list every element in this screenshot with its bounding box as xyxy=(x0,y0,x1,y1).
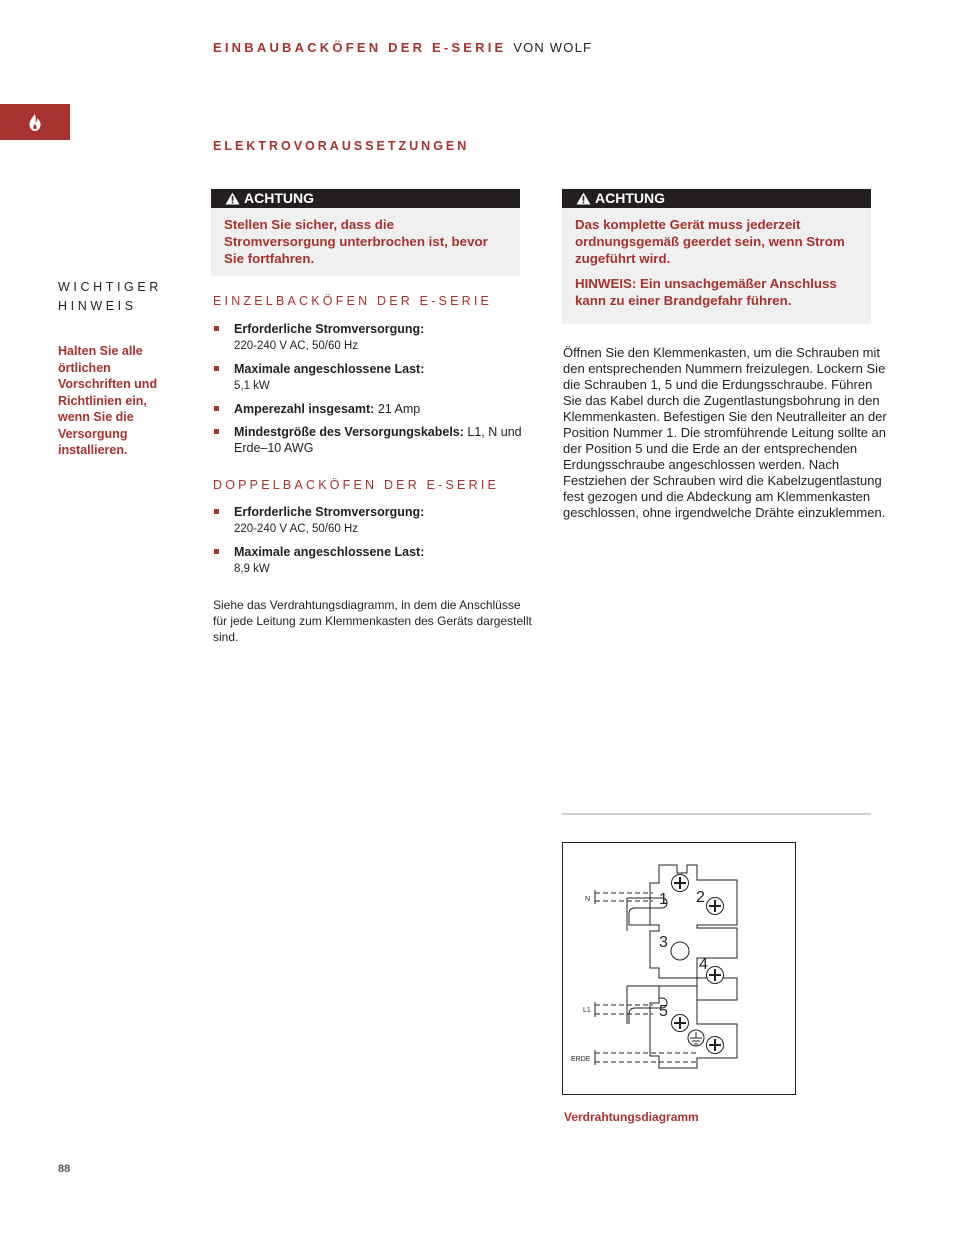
heading-line: WICHTIGER xyxy=(58,280,162,294)
terminal-number-3: 3 xyxy=(659,934,668,951)
warning-text xyxy=(562,208,871,327)
spec-item xyxy=(213,424,533,456)
terminal-number-5: 5 xyxy=(659,1003,668,1020)
double-ovens-heading: DOPPELBACKÖFEN DER E-SERIE xyxy=(213,478,500,492)
spec-label: Mindestgröße des Versorgungskabels: xyxy=(234,425,464,439)
wiring-diagram xyxy=(562,842,796,1095)
warning-label: ACHTUNG xyxy=(595,190,665,206)
divider xyxy=(562,813,871,815)
warning-paragraph: Stellen Sie sicher, dass die Stromversorgung unterbrochen ist, bevor Sie fortfahren. xyxy=(224,217,488,266)
spec-value: L1, N und Erde–10 AWG xyxy=(234,425,522,455)
terminal-number-2: 2 xyxy=(696,889,705,906)
spec-label: Maximale angeschlossene Last: xyxy=(234,362,425,376)
spec-value: 220-240 V AC, 50/60 Hz xyxy=(234,523,359,535)
terminal-hole xyxy=(671,942,689,960)
spec-value: 21 Amp xyxy=(377,402,421,416)
wire-label-n: N xyxy=(585,896,591,903)
wire-label-ground: ERDE xyxy=(571,1056,591,1063)
diagram-caption: Verdrahtungsdiagramm xyxy=(564,1110,699,1124)
spec-label: Erforderliche Stromversorgung: xyxy=(234,505,425,519)
warning-text xyxy=(211,208,520,285)
important-note-text: Halten Sie alle örtlichen Vorschriften und Richtlinien ein, wenn Sie die Versorgung installieren. xyxy=(58,344,158,457)
wiring-diagram-drawing xyxy=(563,843,795,1094)
running-header xyxy=(213,40,592,55)
single-ovens-heading: EINZELBACKÖFEN DER E-SERIE xyxy=(213,294,493,308)
screw-icon xyxy=(707,1037,724,1054)
single-ovens-specs xyxy=(213,321,533,463)
warning-paragraph: HINWEIS: Ein unsachgemäßer Anschluss kann zu einer Brandgefahr führen. xyxy=(575,276,837,308)
double-ovens-specs xyxy=(213,504,533,584)
heading-line: HINWEIS xyxy=(58,299,137,313)
screw-icon xyxy=(707,967,724,984)
spec-item xyxy=(213,504,533,537)
screw-icon xyxy=(672,1015,689,1032)
warning-label: ACHTUNG xyxy=(244,190,314,206)
warning-bar xyxy=(562,189,871,208)
ground-screw-icon xyxy=(688,1030,704,1046)
page-number: 88 xyxy=(58,1163,71,1175)
warning-bar xyxy=(211,189,520,208)
spec-value: 5,1 kW xyxy=(234,380,270,392)
header-title-bold: EINBAUBACKÖFEN DER E-SERIE xyxy=(213,40,507,55)
flame-icon xyxy=(0,104,70,140)
spec-label: Maximale angeschlossene Last: xyxy=(234,545,425,559)
section-tab xyxy=(0,104,70,140)
spec-value: 8,9 kW xyxy=(234,563,270,575)
spec-item xyxy=(213,361,533,394)
wire-label-l1: L1 xyxy=(583,1007,591,1014)
terminal-number-1: 1 xyxy=(659,891,668,908)
terminal-number-4: 4 xyxy=(699,956,708,973)
warning-triangle-icon xyxy=(576,192,591,205)
spec-value: 220-240 V AC, 50/60 Hz xyxy=(234,340,359,352)
important-note-heading xyxy=(58,278,162,316)
spec-item xyxy=(213,544,533,577)
section-title: ELEKTROVORAUSSETZUNGEN xyxy=(213,139,470,153)
warning-paragraph: Das komplette Gerät muss jederzeit ordnungsgemäß geerdet sein, wenn Strom zugeführt wird. xyxy=(575,217,845,266)
warning-box-left xyxy=(211,189,520,276)
installation-instructions: Öffnen Sie den Klemmenkasten, um die Schrauben mit den entsprechenden Nummern freizulegen. Lockern Sie die Schrauben 1, 5 und die Erdungsschraube. Führen Sie das Kabel durch die Zugentlastungsbohrung in den Klemmenkasten. Befestigen Sie den Neutralleiter an der Position Nummer 1. Die stromführende Leitung sollte an der Position 5 und die Erde an der entsprechenden Erdungsschraube angeschlossen werden. Nach Festziehen der Schrauben wird die Kabelzugentlastung fest gezogen und die Abdeckung am Klemmenkasten geschlossen, ohne irgendwelche Drähte einzuklemmen. xyxy=(563,345,887,520)
screw-icon xyxy=(707,898,724,915)
screw-icon xyxy=(672,875,689,892)
spec-label: Amperezahl insgesamt: xyxy=(234,402,375,416)
spec-item xyxy=(213,401,533,417)
warning-box-right xyxy=(562,189,871,324)
spec-item xyxy=(213,321,533,354)
warning-triangle-icon xyxy=(225,192,240,205)
spec-label: Erforderliche Stromversorgung: xyxy=(234,322,425,336)
wiring-reference-note: Siehe das Verdrahtungsdiagramm, in dem die Anschlüsse für jede Leitung zum Klemmenkasten des Geräts dargestellt sind. xyxy=(213,598,532,644)
header-title-normal: VON WOLF xyxy=(513,40,593,55)
